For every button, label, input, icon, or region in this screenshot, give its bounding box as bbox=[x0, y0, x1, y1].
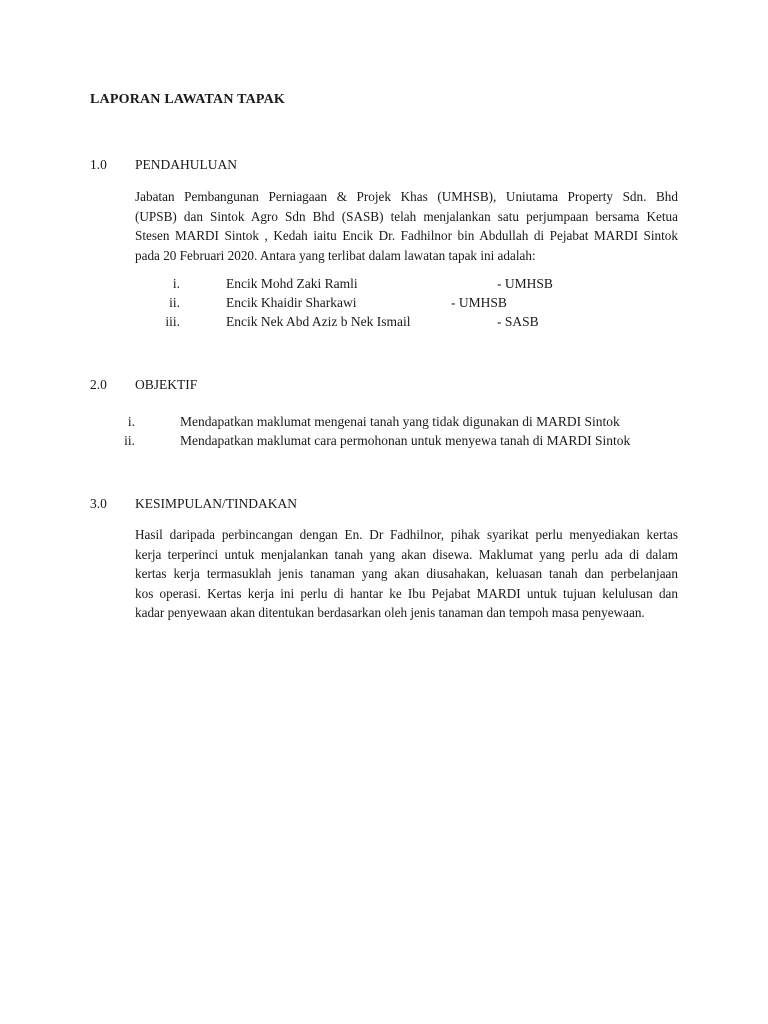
document-title: LAPORAN LAWATAN TAPAK bbox=[90, 92, 286, 107]
section-1-paragraph bbox=[135, 187, 678, 265]
objective-text: Mendapatkan maklumat mengenai tanah yang tidak digunakan di MARDI Sintok bbox=[180, 414, 620, 429]
section-2-number: 2.0 bbox=[90, 377, 107, 392]
paragraph-line: Stesen MARDI Sintok , Kedah iaitu Encik Dr. Fadhilnor bin Abdullah di Pejabat MARDI Sintok bbox=[135, 228, 678, 243]
paragraph-line: kadar penyewaan akan ditentukan berdasarkan oleh jenis tanaman dan tempoh masa penyewaan. bbox=[135, 605, 645, 620]
attendee-name: Encik Mohd Zaki Ramli bbox=[226, 276, 358, 291]
section-1-heading: PENDAHULUAN bbox=[135, 157, 237, 172]
section-1-number: 1.0 bbox=[90, 157, 107, 172]
section-3-heading: KESIMPULAN/TINDAKAN bbox=[135, 496, 297, 511]
attendee-org: - SASB bbox=[497, 314, 539, 329]
section-3-number: 3.0 bbox=[90, 496, 107, 511]
attendee-name: Encik Nek Abd Aziz b Nek Ismail bbox=[226, 314, 411, 329]
attendee-numeral: ii. bbox=[169, 295, 180, 310]
section-2-heading: OBJEKTIF bbox=[135, 377, 198, 392]
paragraph-line: kertas kerja termasuklah jenis tanaman yang akan diusahakan, keluasan tanah dan perbelanjaan bbox=[135, 566, 678, 581]
paragraph-line: Hasil daripada perbincangan dengan En. Dr Fadhilnor, pihak syarikat perlu menyediakan kertas bbox=[135, 527, 678, 542]
paragraph-line: (UPSB) dan Sintok Agro Sdn Bhd (SASB) telah menjalankan satu perjumpaan bersama Ketua bbox=[135, 208, 678, 224]
attendee-numeral: i. bbox=[172, 276, 180, 291]
objective-numeral: ii. bbox=[124, 433, 135, 448]
paragraph-line: pada 20 Februari 2020. Antara yang terlibat dalam lawatan tapak ini adalah: bbox=[135, 247, 536, 263]
attendee-name: Encik Khaidir Sharkawi bbox=[226, 295, 357, 310]
objective-numeral: i. bbox=[127, 414, 135, 429]
attendee-org: - UMHSB bbox=[497, 276, 553, 291]
attendee-org: - UMHSB bbox=[451, 295, 507, 310]
paragraph-line: kos operasi. Kertas kerja ini perlu di hantar ke Ibu Pejabat MARDI untuk tujuan kelulusan dan bbox=[135, 585, 678, 601]
attendee-numeral: iii. bbox=[165, 314, 180, 329]
paragraph-line: kerja terperinci untuk menjalankan tanah yang akan disewa. Maklumat yang perlu ada di dalam bbox=[135, 546, 678, 562]
objective-text: Mendapatkan maklumat cara permohonan untuk menyewa tanah di MARDI Sintok bbox=[180, 433, 631, 448]
paragraph-line: Jabatan Pembangunan Perniagaan & Projek Khas (UMHSB), Uniutama Property Sdn. Bhd bbox=[135, 189, 678, 204]
section-3-paragraph bbox=[135, 525, 678, 623]
